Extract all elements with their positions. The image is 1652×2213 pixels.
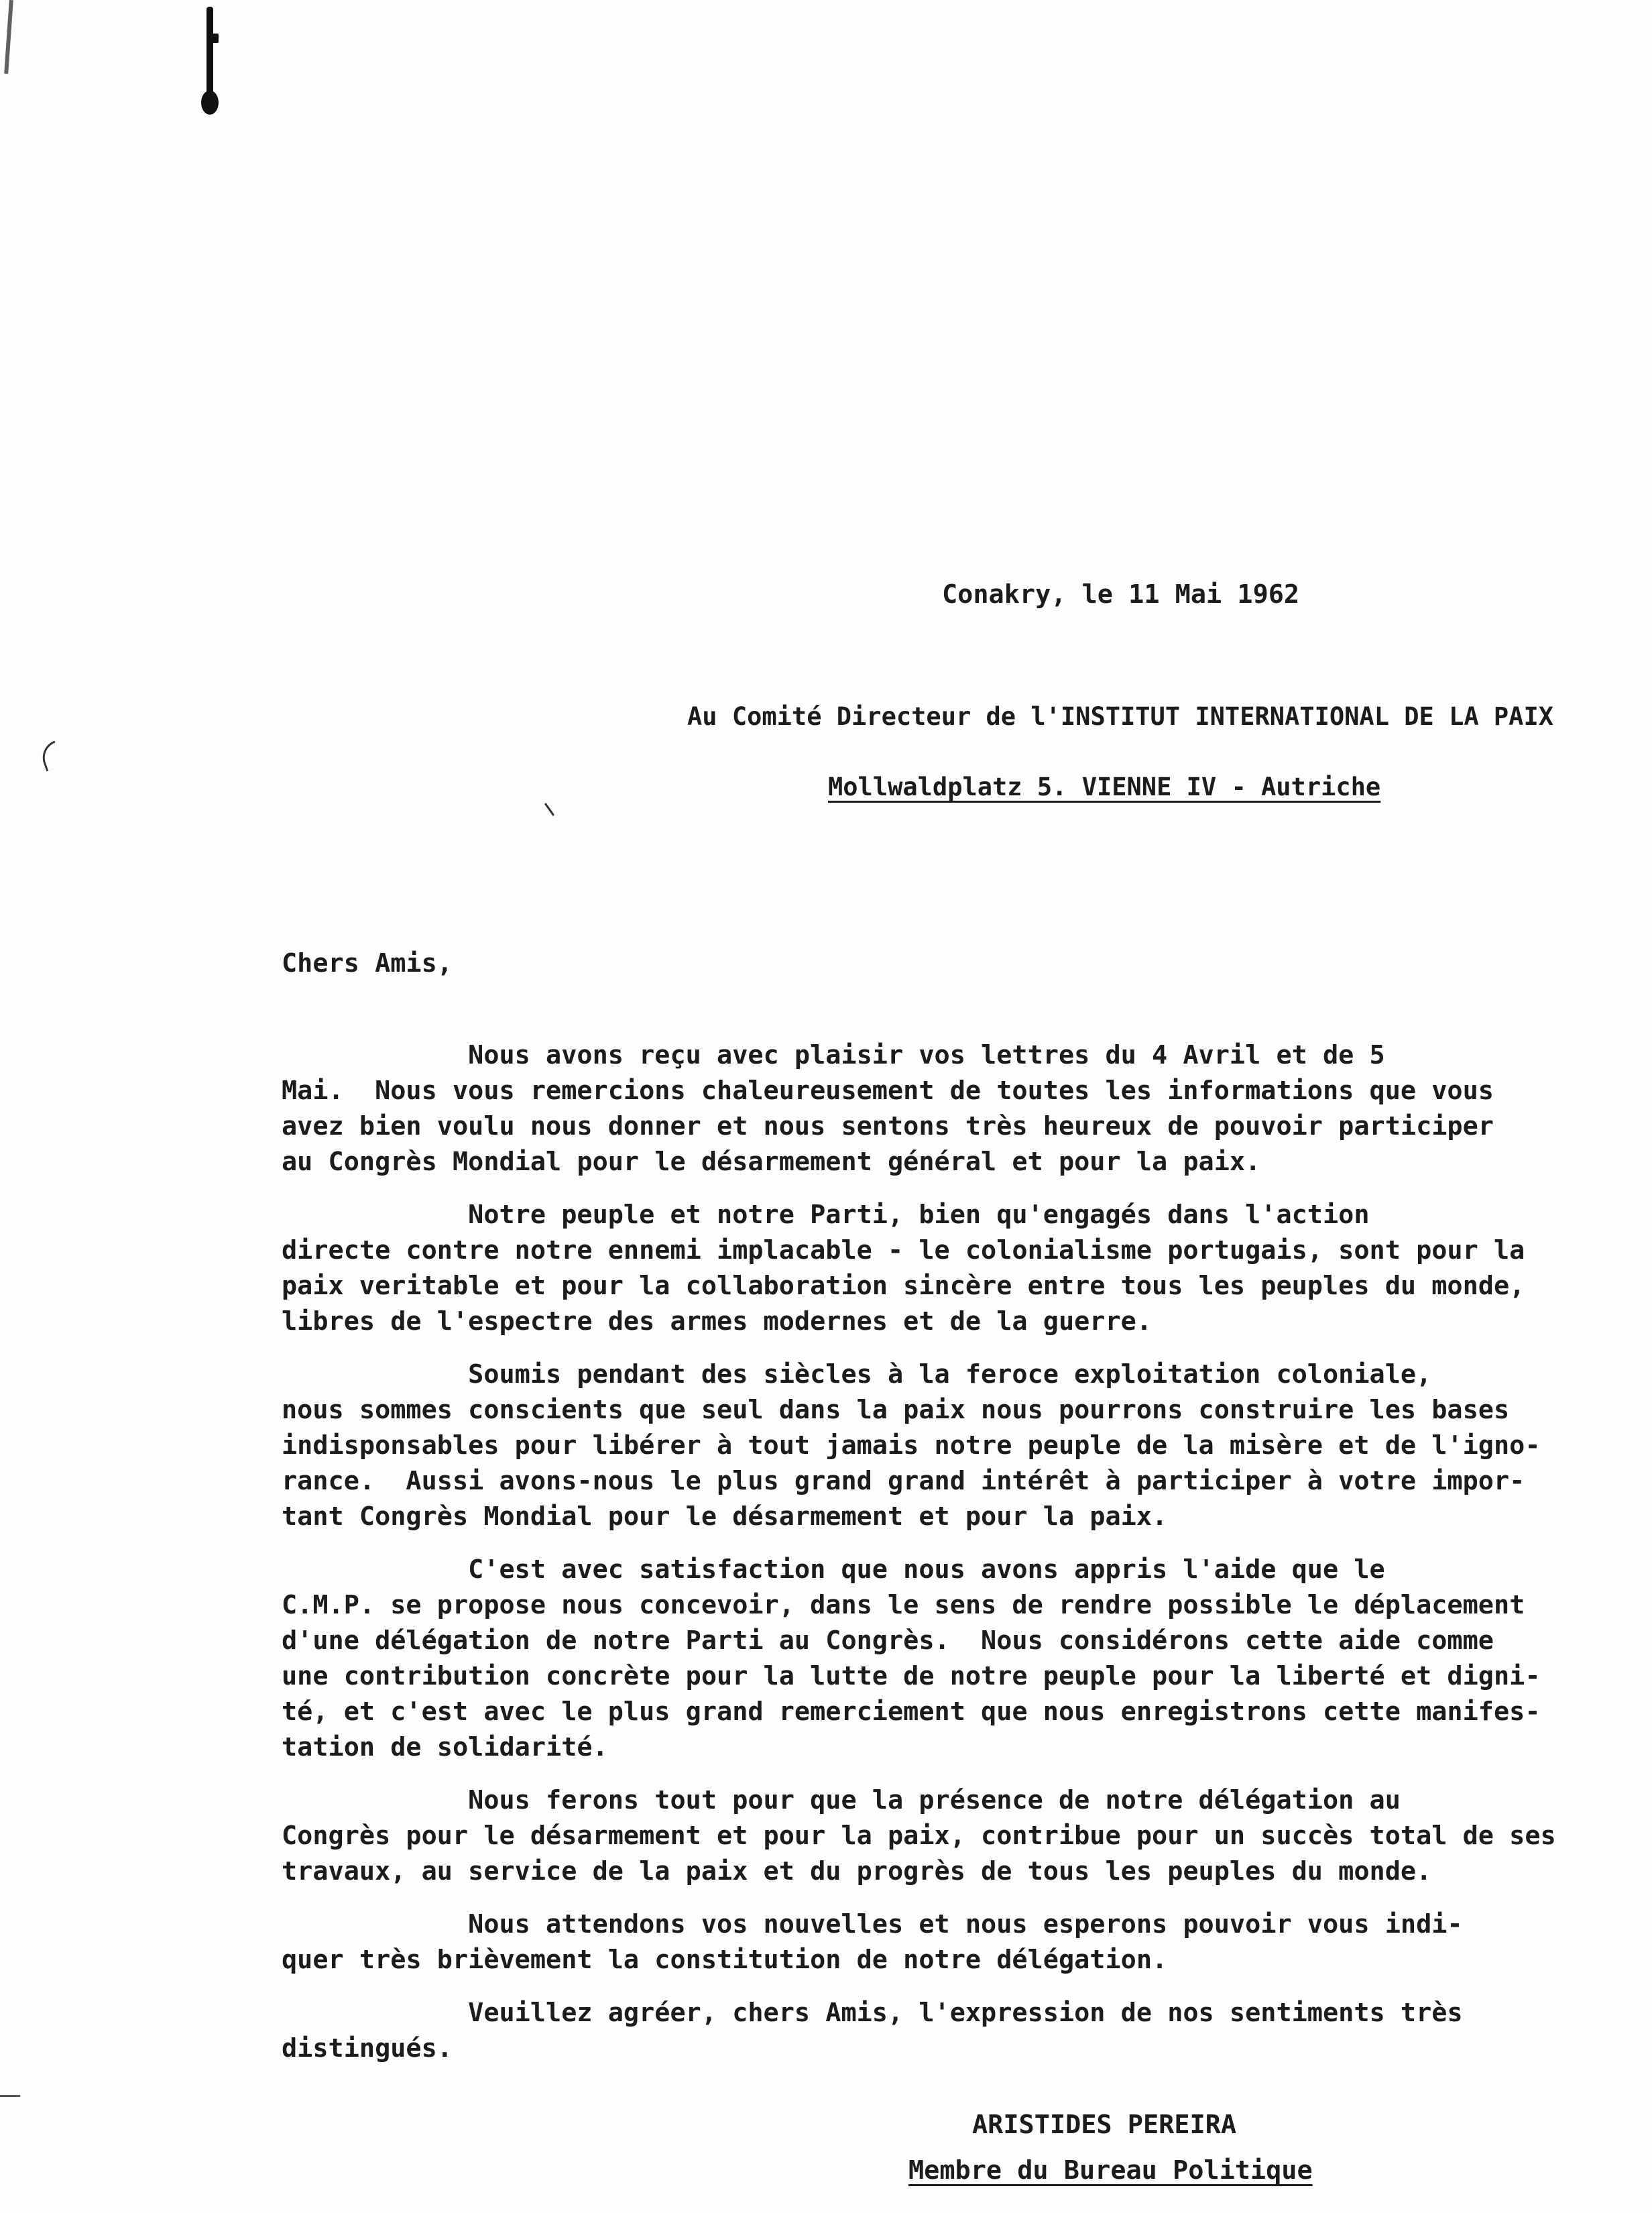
body-line: té, et c'est avec le plus grand remerciement que nous enregistrons cette manifes- — [282, 1697, 1541, 1727]
body-line: Nous attendons vos nouvelles et nous esperons pouvoir vous indi- — [282, 1909, 1463, 1939]
scan-edge-mark — [4, 0, 13, 74]
body-line: tant Congrès Mondial pour le désarmement et pour la paix. — [282, 1501, 1168, 1532]
stray-pen-mark — [38, 741, 64, 772]
body-line: nous sommes conscients que seul dans la paix nous pourrons construire les bases — [282, 1395, 1510, 1425]
body-line: Congrès pour le désarmement et pour la paix, contribue pour un succès total de ses — [282, 1821, 1556, 1851]
body-line: Nous avons reçu avec plaisir vos lettres du 4 Avril et de 5 — [282, 1040, 1385, 1070]
body-line: tation de solidarité. — [282, 1732, 608, 1762]
body-line: distingués. — [282, 2033, 453, 2063]
address-line: Mollwaldplatz 5. VIENNE IV - Autriche — [828, 773, 1381, 801]
body-line: Mai. Nous vous remercions chaleureusement de toutes les informations que vous — [282, 1076, 1494, 1106]
body-line: Nous ferons tout pour que la présence de notre délégation au — [282, 1785, 1401, 1815]
body-line: rance. Aussi avons-nous le plus grand grand intérêt à participer à votre impor- — [282, 1466, 1525, 1496]
scan-edge-line — [0, 2095, 20, 2097]
signature-title: Membre du Bureau Politique — [908, 2155, 1313, 2186]
body-line: quer très brièvement la constitution de notre délégation. — [282, 1945, 1168, 1975]
ink-blot-mark — [201, 7, 219, 114]
dateline: Conakry, le 11 Mai 1962 — [942, 579, 1300, 610]
body-line: C.M.P. se propose nous concevoir, dans le sens de rendre possible le déplacement — [282, 1590, 1525, 1620]
body-line: avez bien voulu nous donner et nous sentons très heureux de pouvoir participer — [282, 1111, 1494, 1141]
signature-name: ARISTIDES PEREIRA — [972, 2110, 1237, 2140]
body-line: travaux, au service de la paix et du progrès de tous les peuples du monde. — [282, 1856, 1432, 1886]
body-line: C'est avec satisfaction que nous avons appris l'aide que le — [282, 1554, 1385, 1585]
body-line: libres de l'espectre des armes modernes et de la guerre. — [282, 1306, 1153, 1337]
body-line: d'une délégation de notre Parti au Congrès. Nous considérons cette aide comme — [282, 1626, 1494, 1656]
recipient-line: Au Comité Directeur de l'INSTITUT INTERNATIONAL DE LA PAIX — [687, 702, 1554, 731]
body-line: Soumis pendant des siècles à la feroce exploitation coloniale, — [282, 1359, 1432, 1389]
body-line: au Congrès Mondial pour le désarmement général et pour la paix. — [282, 1147, 1261, 1177]
body-line: paix veritable et pour la collaboration sincère entre tous les peuples du monde, — [282, 1271, 1525, 1301]
body-line: indisponsables pour libérer à tout jamais notre peuple de la misère et de l'igno- — [282, 1430, 1541, 1461]
stray-tick-mark — [544, 803, 554, 816]
salutation: Chers Amis, — [282, 948, 453, 978]
body-line: directe contre notre ennemi implacable - le colonialisme portugais, sont pour la — [282, 1235, 1525, 1265]
body-line: Veuillez agréer, chers Amis, l'expression de nos sentiments très — [282, 1998, 1463, 2028]
body-line: Notre peuple et notre Parti, bien qu'engagés dans l'action — [282, 1200, 1370, 1230]
body-line: une contribution concrète pour la lutte de notre peuple pour la liberté et digni- — [282, 1661, 1541, 1691]
